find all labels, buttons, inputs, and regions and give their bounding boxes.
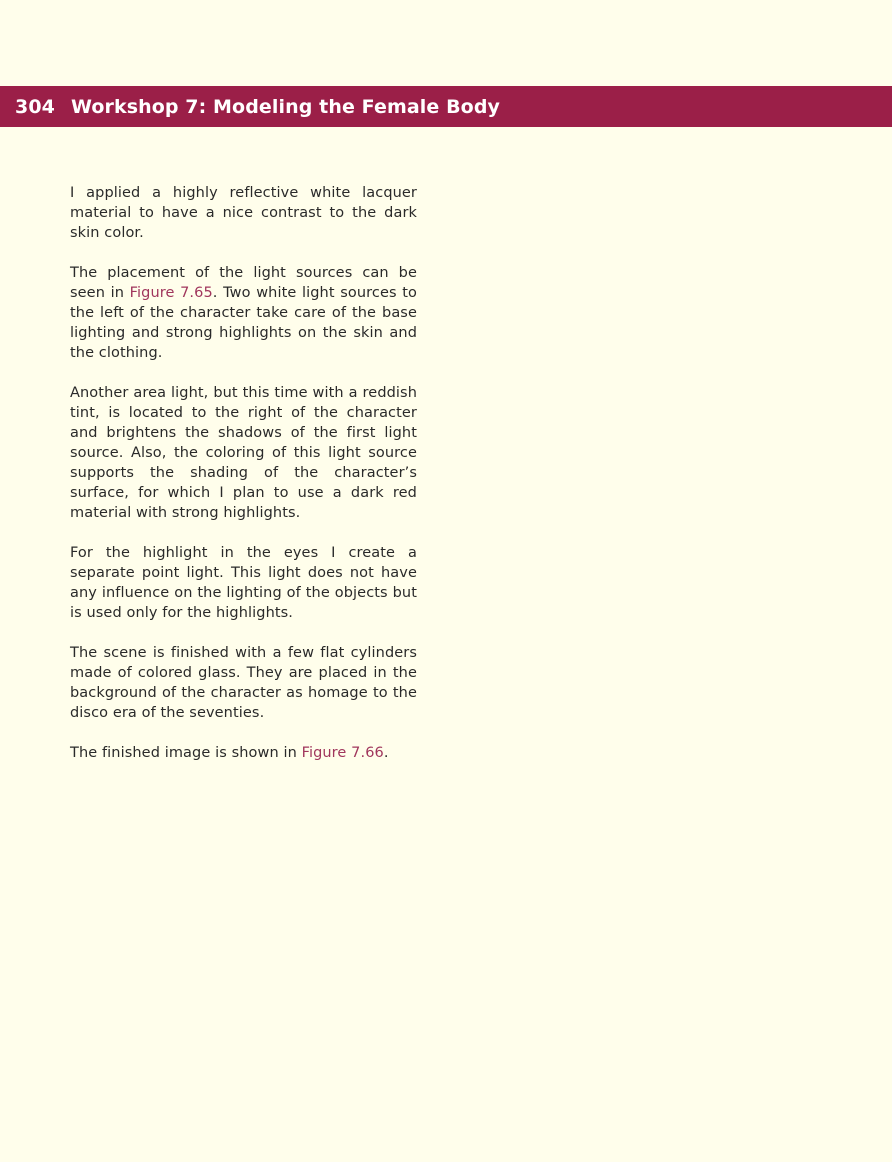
paragraph-text: .	[383, 745, 389, 761]
figure-7-65-link[interactable]: Figure 7.65	[129, 285, 213, 301]
paragraph-text: The placement of the light sources can be seen in	[70, 265, 417, 301]
figure-7-66-link[interactable]: Figure 7.66	[301, 745, 384, 761]
paragraph-glass-cylinders: The scene is finished with a few flat cylinders made of colored glass. They are placed in the background of the character as homage to the disco era of the seventies.	[70, 645, 417, 721]
paragraph-area-light: Another area light, but this time with a reddish tint, is located to the right of the character and brightens the shadows of the first light source. Also, the coloring of this light source supports the shading of the character’s surface, for which I plan to use a dark red material with strong highlights.	[70, 385, 417, 521]
paragraph-text: The finished image is shown in	[70, 745, 302, 761]
chapter-header-bar	[0, 86, 892, 127]
chapter-title: Workshop 7: Modeling the Female Body	[70, 95, 501, 118]
paragraph-light-placement	[70, 263, 417, 363]
paragraph-lacquer-material: I applied a highly reflective white lacquer material to have a nice contrast to the dark skin color.	[70, 185, 417, 241]
paragraph-finished-image	[70, 743, 417, 763]
paragraph-eye-highlight: For the highlight in the eyes I create a separate point light. This light does not have any influence on the lighting of the objects but is used only for the highlights.	[70, 545, 417, 621]
body-text-column	[70, 183, 417, 783]
paragraph-text: . Two white light sources to the left of the character take care of the base lighting and strong highlights on the skin and the clothing.	[70, 285, 417, 361]
page-number: 304	[15, 95, 55, 118]
